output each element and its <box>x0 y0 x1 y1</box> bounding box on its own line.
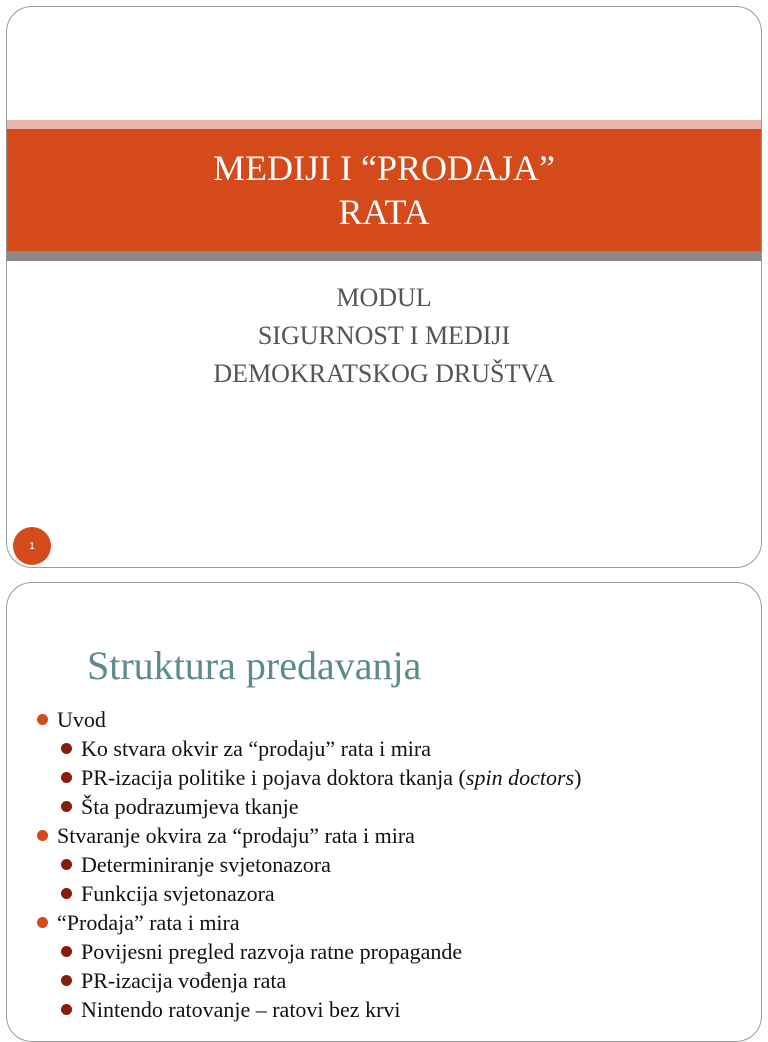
slide-title-line-2: RATA <box>338 192 430 232</box>
slide-2-title: Struktura predavanja <box>87 643 422 688</box>
outline-list <box>33 705 751 1024</box>
title-band-top-stripe <box>7 120 761 129</box>
outline-item-text: Uvod <box>57 707 106 732</box>
outline-item-text: Povijesni pregled razvoja ratne propagande <box>81 939 463 964</box>
slide-number-badge: 1 <box>13 527 51 565</box>
outline-item <box>33 821 751 850</box>
outline-item-text: PR-izacija vođenja rata <box>81 968 287 993</box>
outline-item <box>33 705 751 734</box>
outline-item-text: “Prodaja” rata i mira <box>57 910 240 935</box>
slide-2 <box>6 582 762 1042</box>
outline-subitem <box>33 937 751 966</box>
bullet-dot-icon <box>61 743 72 754</box>
bullet-dot-icon <box>61 975 72 986</box>
outline-item-italic-text: spin doctors <box>465 765 575 790</box>
subtitle-line-2: SIGURNOST I MEDIJI <box>257 321 511 350</box>
bullet-dot-icon <box>37 714 48 725</box>
outline-item-text: Funkcija svjetonazora <box>81 881 275 906</box>
outline-subitem <box>33 763 751 792</box>
outline-subitem <box>33 995 751 1024</box>
outline-subitem <box>33 792 751 821</box>
bullet-dot-icon <box>61 801 72 812</box>
outline-item-text: Ko stvara okvir za “prodaju” rata i mira <box>81 736 432 761</box>
bullet-dot-icon <box>61 946 72 957</box>
outline-item-text-after: ) <box>574 765 582 790</box>
outline-item-text: PR-izacija politike i pojava doktora tkanja ( <box>81 765 466 790</box>
bullet-dot-icon <box>61 888 72 899</box>
outline-item-text: Nintendo ratovanje – ratovi bez krvi <box>81 997 401 1022</box>
outline-item-text: Stvaranje okvira za “prodaju” rata i mira <box>57 823 415 848</box>
outline-subitem <box>33 966 751 995</box>
title-band-bottom-stripe <box>7 251 761 261</box>
bullet-dot-icon <box>37 830 48 841</box>
outline-item-text: Determiniranje svjetonazora <box>81 852 331 877</box>
title-band <box>7 129 761 251</box>
outline-subitem <box>33 850 751 879</box>
bullet-dot-icon <box>61 1004 72 1015</box>
subtitle-line-1: MODUL <box>336 283 432 312</box>
subtitle-line-3: DEMOKRATSKOG DRUŠTVA <box>213 359 555 388</box>
slide-subtitle <box>7 279 761 393</box>
outline-item-text: Šta podrazumjeva tkanje <box>81 794 299 819</box>
bullet-dot-icon <box>61 772 72 783</box>
bullet-dot-icon <box>61 859 72 870</box>
slide-title-line-1: MEDIJI I “PRODAJA” <box>213 148 555 188</box>
slide-1 <box>6 6 762 568</box>
bullet-dot-icon <box>37 917 48 928</box>
outline-subitem <box>33 879 751 908</box>
outline-item <box>33 908 751 937</box>
outline-subitem <box>33 734 751 763</box>
